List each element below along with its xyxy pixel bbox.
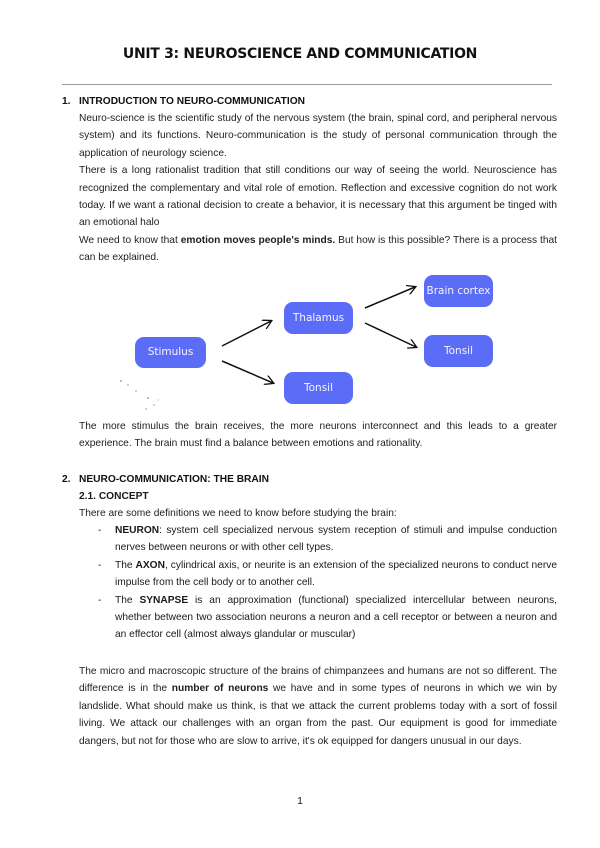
- closing-paragraph: [79, 663, 557, 750]
- intro-paragraph-1: Neuro-science is the scientific study of the nervous system (the brain, spinal cord, and peripheral nervous system) and its functions. Neuro-communication is the study of personal communication through the application of neurology science.: [79, 113, 557, 159]
- term-neuron: NEURON: [115, 525, 160, 536]
- list-dash: -: [98, 594, 102, 606]
- definitions-intro: [79, 505, 557, 522]
- para3-text-b: But how is this possible? There is a process that can be explained.: [79, 234, 558, 264]
- neurons-emphasis: number of neurons: [171, 683, 269, 695]
- definition-text-a: The: [115, 594, 140, 606]
- section-2-heading: [62, 471, 552, 488]
- stimulus-paragraph: The more stimulus the brain receives, the more neurons interconnect and this leads to a greater experience. The brain must find a balance between emotions and rationality.: [79, 421, 557, 450]
- definitions-intro-text: There are some definitions we need to know before studying the brain:: [79, 508, 397, 519]
- section-2-title: NEURO-COMMUNICATION: THE BRAIN: [79, 474, 269, 485]
- definition-text-b: : system cell specialized nervous system reception of stimuli and impulse conduction nerves between neurons or with other cell types.: [115, 525, 557, 554]
- section-1-title: INTRODUCTION TO NEURO-COMMUNICATION: [79, 96, 305, 107]
- closing-text-a: The micro and macroscopic structure of the brains of chimpanzees and humans are not so different. The difference is in the: [79, 666, 557, 695]
- definition-synapse: [79, 592, 557, 644]
- arrow-stimulus-to-tonsil: [222, 361, 273, 383]
- arrow-thalamus-to-cortex: [365, 287, 415, 308]
- section-1-number: 1.: [62, 96, 71, 107]
- arrow-thalamus-to-tonsil: [365, 323, 416, 347]
- page-title: UNIT 3: NEUROSCIENCE AND COMMUNICATION: [122, 46, 478, 62]
- definitions-list: [79, 522, 557, 644]
- arrow-stimulus-to-thalamus: [222, 321, 271, 346]
- scan-specks: [118, 378, 178, 414]
- definition-text-b: is an approximation (functional) specialized intercellular between neurons, whether between two association neurons a neuron and a cell receptor or between a neuron and an effector cell (almost always glandular or muscular): [115, 594, 558, 641]
- term-axon: AXON: [135, 559, 165, 571]
- diagram-caption-paragraph: [79, 418, 557, 453]
- definition-neuron: [79, 522, 557, 557]
- para3-text-a: We need to know that: [79, 234, 181, 246]
- page-number: 1: [297, 795, 303, 807]
- section-2-number: 2.: [62, 474, 71, 485]
- closing-text: [79, 663, 557, 750]
- definition-text-a: The: [115, 559, 136, 571]
- definition-axon: [79, 557, 557, 592]
- node-tonsil-right: Tonsil: [424, 335, 493, 367]
- closing-text-b: we have and in some types of neurons in which we win by landslide. What should make us think, is that we attack the current problems today with a sort of fossil living. We attack our challenges with an organ from the past. Our equipment is good for immediate dangers, but not for those who are slow to arrive, it's ok equipped for dangers unusual in our days.: [79, 683, 558, 747]
- term-synapse: SYNAPSE: [139, 594, 189, 606]
- node-brain-cortex: Brain cortex: [424, 275, 493, 307]
- node-tonsil-bottom: Tonsil: [284, 372, 353, 404]
- node-thalamus: Thalamus: [284, 302, 353, 334]
- definition-text-b: , cylindrical axis, or neurite is an extension of the specialized neurons to conduct nerve impulse from the cell body or to another cell.: [115, 559, 558, 589]
- intro-paragraph-2: There is a long rationalist tradition that still conditions our way of seeing the world. Neuroscience has recognized the complementary and vital role of emotion. Reflection and excessive cognition do not work today. If we want a rational decision to create a behavior, it is necessary that this argument be tinged with an emotional halo: [79, 165, 557, 229]
- emotion-emphasis: emotion moves people's minds.: [180, 234, 336, 246]
- subsection-2-1-heading: 2.1. CONCEPT: [79, 491, 149, 502]
- list-dash: -: [98, 559, 102, 571]
- list-dash: -: [98, 525, 102, 536]
- node-stimulus: Stimulus: [135, 337, 206, 368]
